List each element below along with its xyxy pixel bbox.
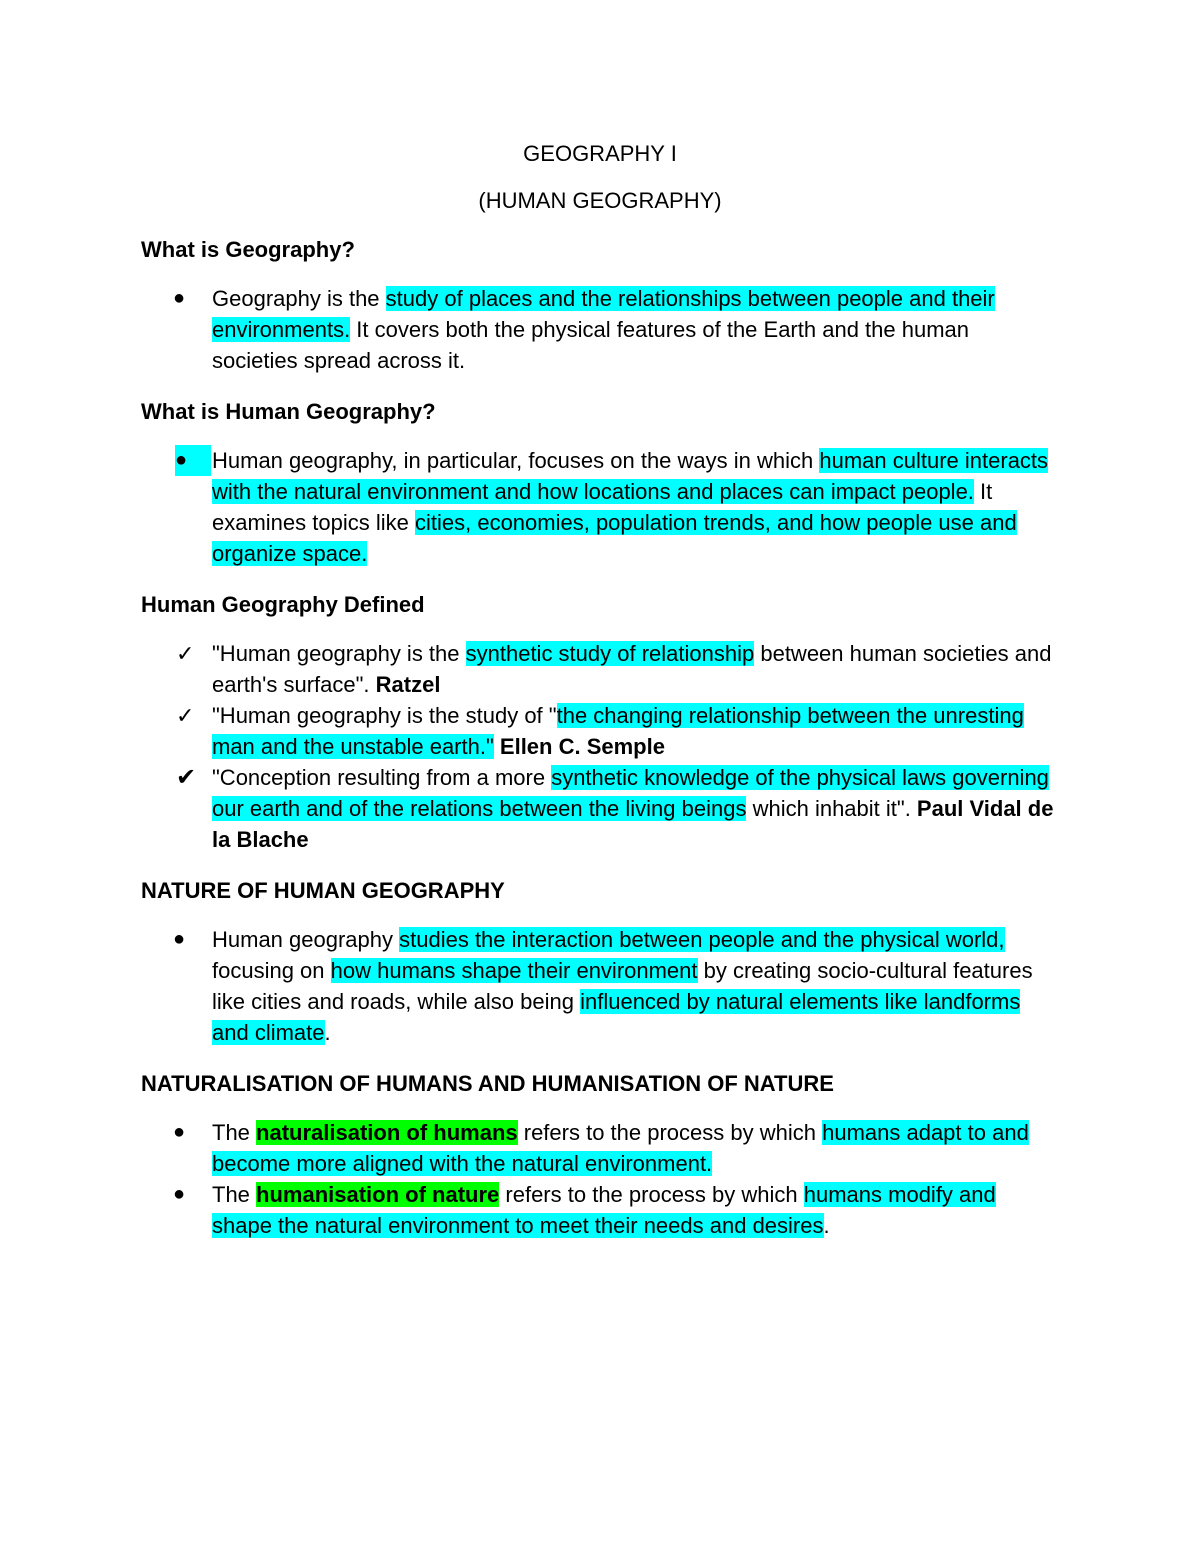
list-item — [141, 924, 1059, 1048]
list-item — [141, 283, 1059, 376]
text-run: Human geography — [212, 927, 400, 952]
text-run: Geography is the — [212, 286, 386, 311]
highlighted-text: the changing relationship between the unresting man and the unstable earth." — [212, 703, 1024, 759]
text-run: It covers both the physical features of the Earth and the human societies spread across it. — [212, 317, 970, 373]
list-item — [141, 700, 1059, 762]
text-run: focusing on — [212, 958, 331, 983]
document-subtitle: (HUMAN GEOGRAPHY) — [478, 188, 722, 213]
highlighted-text: influenced by natural elements like landforms and climate — [212, 989, 1021, 1045]
bullet-icon: ● — [173, 287, 186, 309]
text-run: refers to the process by which — [517, 1120, 823, 1145]
heading-nature-of-human-geography: NATURE OF HUMAN GEOGRAPHY — [141, 878, 505, 903]
text-run: Human geography, in particular, focuses on the ways in which — [212, 448, 820, 473]
author-name: Ellen C. Semple — [499, 734, 665, 759]
text-run: "Conception resulting from a more — [212, 765, 552, 790]
key-term: naturalisation of humans — [256, 1120, 518, 1145]
heading-naturalisation: NATURALISATION OF HUMANS AND HUMANISATION OF NATURE — [141, 1071, 834, 1096]
list-item — [141, 445, 1059, 569]
heading-what-is-geography: What is Geography? — [141, 237, 355, 262]
list-item — [141, 638, 1059, 700]
list-item — [141, 762, 1059, 855]
author-name: Paul Vidal de la Blache — [212, 796, 1054, 852]
text-run: which inhabit it". — [746, 796, 917, 821]
highlighted-text: human culture interacts with the natural environment and how locations and places can impact people. — [212, 448, 1049, 504]
text-run: refers to the process by which — [499, 1182, 804, 1207]
highlighted-text: studies the interaction between people and the physical world, — [399, 927, 1005, 952]
checkmark-icon: ✔ — [176, 764, 197, 791]
bullet-icon: ● — [173, 928, 186, 950]
highlighted-text: synthetic study of relationship — [465, 641, 755, 666]
bullet-icon: ● — [175, 445, 211, 476]
list-what-is-human-geography — [141, 445, 1059, 569]
text-run: . — [823, 1213, 830, 1238]
text-run: The — [212, 1120, 257, 1145]
list-what-is-geography — [141, 283, 1059, 376]
bullet-icon: ● — [173, 1121, 186, 1143]
checkmark-icon: ✓ — [176, 703, 195, 728]
heading-human-geography-defined: Human Geography Defined — [141, 592, 425, 617]
highlighted-text: humans adapt to and become more aligned with the natural environment. — [212, 1120, 1029, 1176]
text-run: The — [212, 1182, 257, 1207]
highlighted-text: humans modify and shape the natural environment to meet their needs and desires — [212, 1182, 996, 1238]
list-item — [141, 1179, 1059, 1241]
bullet-icon: ● — [173, 1183, 186, 1205]
checkmark-icon: ✓ — [176, 641, 195, 666]
list-nature — [141, 924, 1059, 1048]
highlighted-text: how humans shape their environment — [330, 958, 698, 983]
text-run: . — [324, 1020, 331, 1045]
list-naturalisation — [141, 1117, 1059, 1241]
document-body — [141, 138, 1059, 1261]
author-name: Ratzel — [375, 672, 441, 697]
text-run: "Human geography is the — [212, 641, 466, 666]
text-run: It examines topics like — [212, 479, 993, 535]
text-run: by creating socio-cultural features like cities and roads, while also being — [212, 958, 1033, 1014]
highlighted-text: synthetic knowledge of the physical laws governing our earth and of the relations between the living beings — [212, 765, 1049, 821]
document-title: GEOGRAPHY I — [523, 141, 677, 166]
highlighted-text: cities, economies, population trends, and how people use and organize space. — [212, 510, 1017, 566]
heading-what-is-human-geography: What is Human Geography? — [141, 399, 436, 424]
text-run: between human societies and earth's surface". — [212, 641, 1052, 697]
text-run: "Human geography is the study of " — [212, 703, 557, 728]
list-definitions — [141, 638, 1059, 855]
list-item — [141, 1117, 1059, 1179]
key-term: humanisation of nature — [256, 1182, 500, 1207]
highlighted-text: study of places and the relationships between people and their environments. — [212, 286, 995, 342]
